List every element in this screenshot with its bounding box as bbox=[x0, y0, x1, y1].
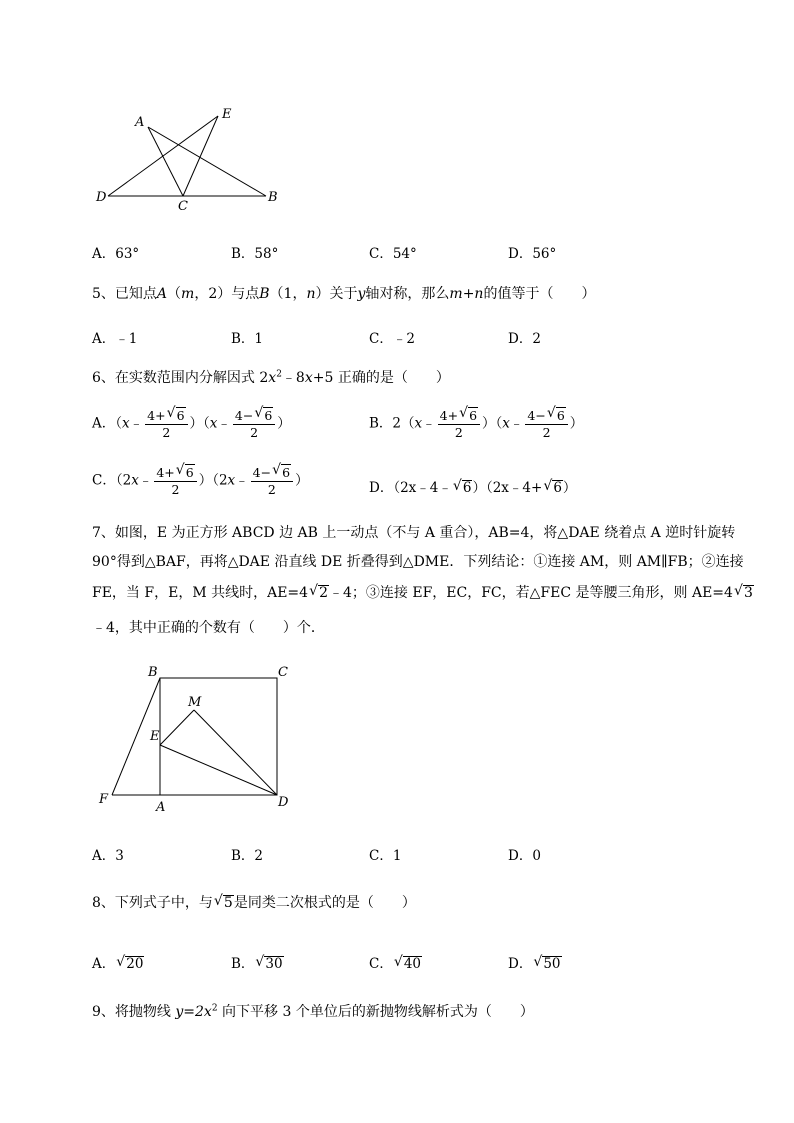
q7-option-a[interactable]: A．3 bbox=[92, 848, 124, 864]
question-6-stem: 6、在实数范围内分解因式 $2x^2﹣8x+5$ 正确的是（ ） bbox=[92, 369, 450, 386]
question-9-stem: 9、将抛物线 $y=2x^2$ 向下平移 3 个单位后的新抛物线解析式为（ ） bbox=[92, 1003, 534, 1020]
question-7-line-1: 7、如图，E 为正方形 ABCD 边 AB 上一动点（不与 A 重合），AB=4，将△DAE 绕着点 A 逆时针旋转 bbox=[92, 525, 736, 541]
label-B: B bbox=[148, 665, 158, 680]
q4-option-c[interactable]: C．54° bbox=[369, 246, 417, 262]
q6-option-d[interactable]: D．（2x﹣4﹣ √ 6）（2x﹣4+ √ 6） bbox=[369, 478, 577, 496]
q5-option-b[interactable]: B．1 bbox=[231, 331, 264, 347]
label-C: C bbox=[178, 199, 188, 214]
q8-option-d[interactable]: D． √ 50 bbox=[508, 954, 561, 972]
label-D: D bbox=[278, 795, 289, 810]
q8-option-c[interactable]: C． √ 40 bbox=[369, 954, 422, 972]
label-M: M bbox=[188, 695, 202, 710]
q5-option-d[interactable]: D．2 bbox=[508, 331, 541, 347]
label-E: E bbox=[222, 107, 232, 122]
figure-square bbox=[92, 660, 302, 815]
question-8-stem: 8、下列式子中，与 √ 5是同类二次根式的是（ ） bbox=[92, 893, 416, 911]
label-B: B bbox=[268, 190, 278, 205]
q4-option-b[interactable]: B．58° bbox=[231, 246, 279, 262]
question-7-line-4: ﹣4，其中正确的个数有（ ）个． bbox=[92, 620, 325, 636]
label-D: D bbox=[96, 190, 107, 205]
label-A: A bbox=[135, 115, 145, 130]
q7-option-d[interactable]: D．0 bbox=[508, 848, 541, 864]
q7-option-c[interactable]: C．1 bbox=[369, 848, 402, 864]
q4-option-a[interactable]: A．63° bbox=[92, 246, 140, 262]
q8-option-a[interactable]: A． √ 20 bbox=[92, 954, 144, 972]
q5-option-a[interactable]: A．﹣1 bbox=[92, 331, 138, 347]
question-7-line-2: 90°得到△BAF，再将△DAE 沿直线 DE 折叠得到△DME．下列结论：①连接 AM，则 AM∥FB；②连接 bbox=[92, 554, 744, 570]
label-F: F bbox=[99, 792, 109, 807]
q8-option-b[interactable]: B． √ 30 bbox=[231, 954, 283, 972]
label-C: C bbox=[278, 665, 288, 680]
q5-option-c[interactable]: C．﹣2 bbox=[369, 331, 415, 347]
q7-option-b[interactable]: B．2 bbox=[231, 848, 264, 864]
q6-option-b[interactable]: B．2（x﹣ 4+ √ 6 2 ）（x﹣ 4− √ 6 2 ） bbox=[369, 405, 584, 440]
question-5-stem: 5、已知点A（m，2）与点B（1，n）关于y轴对称，那么m+n的值等于（ ） bbox=[92, 286, 596, 302]
question-7-line-3: FE，当 F，E，M 共线时，AE=4 √ 2﹣4；③连接 EF，EC，FC，若△FEC 是等腰三角形，则 AE=4 √ 3 bbox=[92, 583, 753, 601]
q6-option-a[interactable]: A．（x﹣ 4+ √ 6 2 ）（x﹣ 4− √ 6 2 ） bbox=[92, 405, 291, 440]
figure-triangles bbox=[90, 100, 290, 215]
label-A: A bbox=[156, 800, 166, 815]
label-E: E bbox=[150, 729, 160, 744]
q6-option-c[interactable]: C．（2x﹣ 4+ √ 6 2 ）（2x﹣ 4− √ 6 2 ） bbox=[92, 462, 309, 497]
q4-option-d[interactable]: D．56° bbox=[508, 246, 557, 262]
